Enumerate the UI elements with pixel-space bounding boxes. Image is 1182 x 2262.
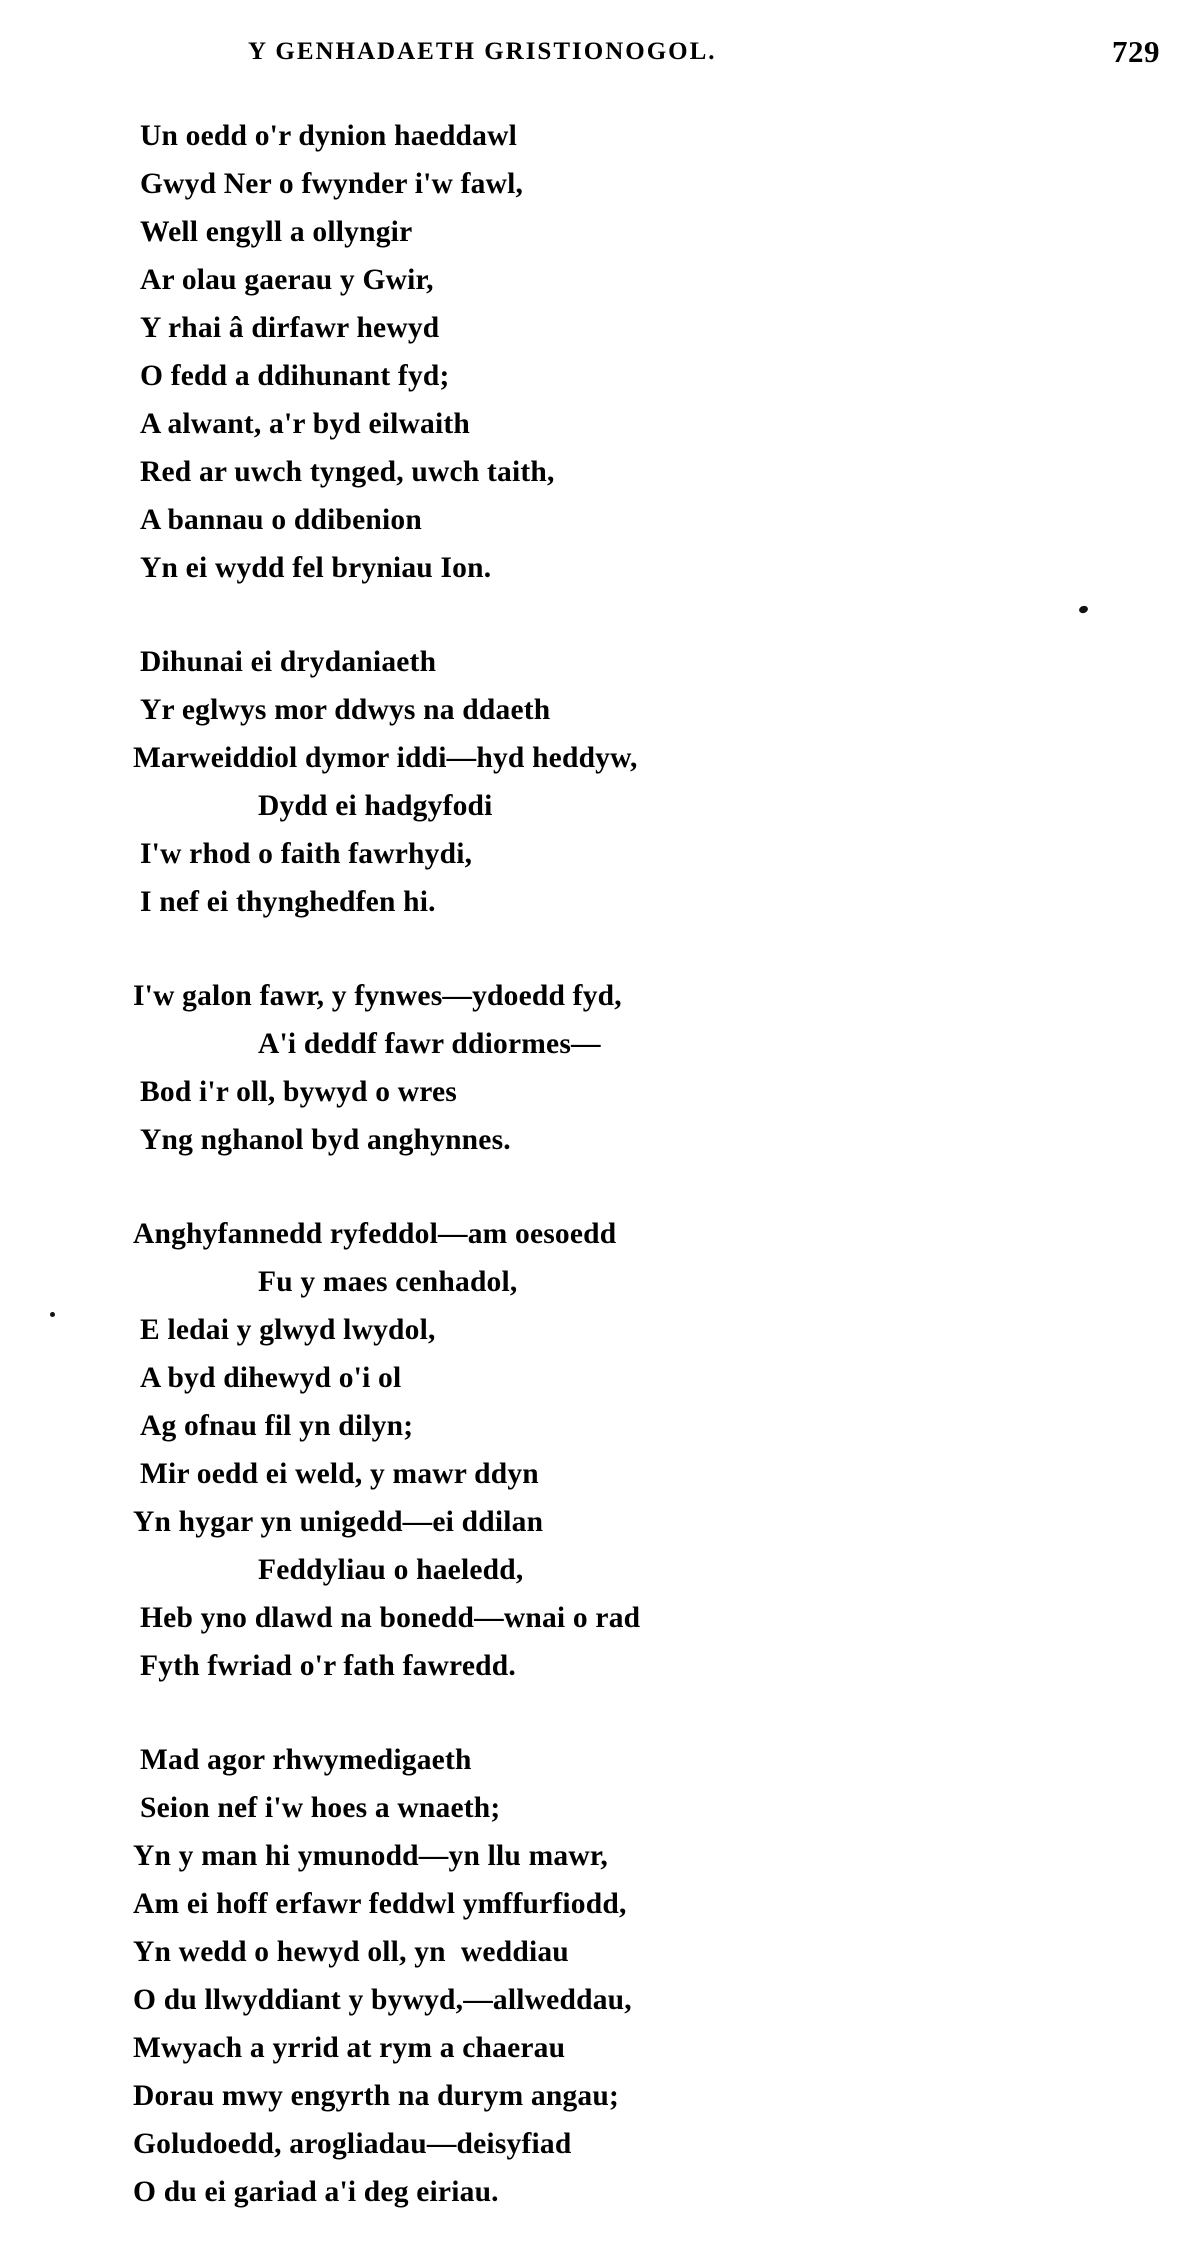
ink-speck-icon [50,1312,55,1317]
poem-body [0,112,1182,2262]
poem-line: Gwyd Ner o fwynder i'w fawl, [140,168,524,200]
poem-line: Fu y maes cenhadol, [258,1266,518,1298]
poem-line: Goludoedd, arogliadau—deisyfiad [133,2128,572,2160]
stanza [0,972,1182,1164]
poem-line: A bannau o ddibenion [140,504,422,536]
poem-line: I nef ei thynghedfen hi. [140,886,436,918]
poem-line: Dihunai ei drydaniaeth [140,646,437,678]
poem-line: E ledai y glwyd lwydol, [140,1314,436,1346]
poem-line: Red ar uwch tynged, uwch taith, [140,456,555,488]
poem-line: I'w rhod o faith fawrhydi, [140,838,473,870]
poem-line: Mwyach a yrrid at rym a chaerau [133,2032,566,2064]
poem-line: Am ei hoff erfawr feddwl ymffurfiodd, [133,1888,627,1920]
poem-line: Dydd ei hadgyfodi [258,790,493,822]
poem-line: Yn y man hi ymunodd—yn llu mawr, [133,1840,608,1872]
poem-line: Ag ofnau fil yn dilyn; [140,1410,414,1442]
stanza [0,112,1182,592]
poem-line: O fedd a ddihunant fyd; [140,360,450,392]
poem-line: Marweiddiol dymor iddi—hyd heddyw, [133,742,638,774]
poem-line: Mad agor rhwymedigaeth [140,1744,472,1776]
poem-line: Yng nghanol byd anghynnes. [140,1124,511,1156]
running-head-title: Y GENHADAETH GRISTIONOGOL. [248,38,717,65]
poem-line: A'i deddf fawr ddiormes— [258,1028,601,1060]
stanza [0,1736,1182,2216]
poem-line: I'w galon fawr, y fynwes—ydoedd fyd, [133,980,622,1012]
poem-line: Yn hygar yn unigedd—ei ddilan [133,1506,544,1538]
poem-line: Dorau mwy engyrth na durym angau; [133,2080,620,2112]
poem-line: O du llwyddiant y bywyd,—allweddau, [133,1984,632,2016]
poem-line: Well engyll a ollyngir [140,216,413,248]
poem-line: Yn wedd o hewyd oll, yn weddiau [133,1936,569,1968]
poem-line: Fyth fwriad o'r fath fawredd. [140,1650,516,1682]
poem-line: Feddyliau o haeledd, [258,1554,524,1586]
poem-line: Un oedd o'r dynion haeddawl [140,120,518,152]
poem-line: Mir oedd ei weld, y mawr ddyn [140,1458,539,1490]
poem-line: Ar olau gaerau y Gwir, [140,264,434,296]
poem-line: Yr eglwys mor ddwys na ddaeth [140,694,551,726]
poem-line: Y rhai â dirfawr hewyd [140,312,440,344]
poem-line: Seion nef i'w hoes a wnaeth; [140,1792,501,1824]
stanza [0,1210,1182,1690]
poem-line: A byd dihewyd o'i ol [140,1362,402,1394]
poem-line: Anghyfannedd ryfeddol—am oesoedd [133,1218,617,1250]
page-number: 729 [1112,34,1160,69]
poem-line: O du ei gariad a'i deg eiriau. [133,2176,499,2208]
running-head [0,34,1182,84]
poem-line: A alwant, a'r byd eilwaith [140,408,471,440]
stanza [0,638,1182,926]
poem-line: Bod i'r oll, bywyd o wres [140,1076,457,1108]
poem-line: Yn ei wydd fel bryniau Ion. [140,552,492,584]
poem-line: Heb yno dlawd na bonedd—wnai o rad [140,1602,641,1634]
